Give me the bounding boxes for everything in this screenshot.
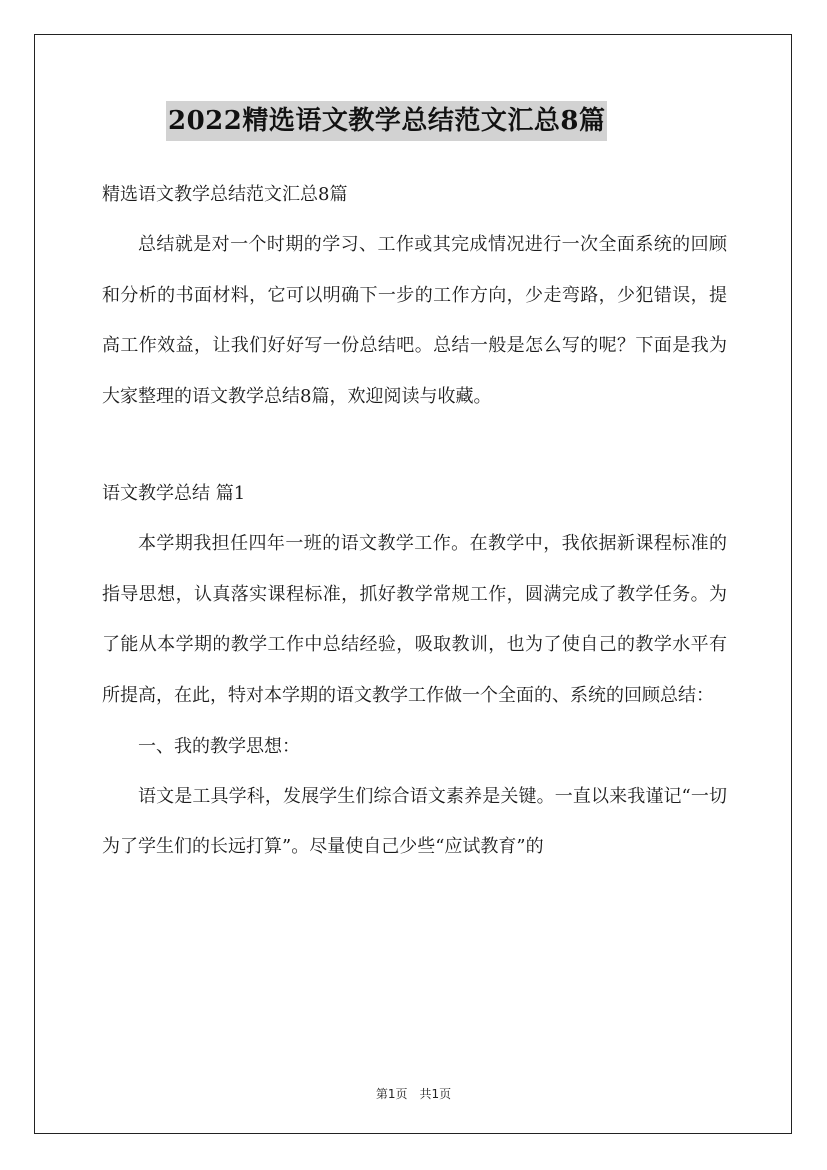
- page-footer: 第1页 共1页: [375, 1087, 452, 1101]
- section-paragraph-2: 语文是工具学科，发展学生们综合语文素养是关键。一直以来我谨记“一切为了学生们的长远打算”。尽量使自己少些“应试教育”的: [102, 785, 727, 858]
- document-title: 2022精选语文教学总结范文汇总8篇: [166, 101, 607, 141]
- document-body: [102, 170, 727, 873]
- section-paragraph-1: 本学期我担任四年一班的语文教学工作。在教学中，我依据新课程标准的指导思想，认真落实课程标准，抓好教学常规工作，圆满完成了教学任务。为了能从本学期的教学工作中总结经验，吸取教训，也为了使自己的教学水平有所提高，在此，特对本学期的语文教学工作做一个全面的、系统的回顾总结：: [102, 532, 727, 706]
- intro-paragraph: 总结就是对一个时期的学习、工作或其完成情况进行一次全面系统的回顾和分析的书面材料，它可以明确下一步的工作方向，少走弯路，少犯错误，提高工作效益，让我们好好写一份总结吧。总结一般是怎么写的呢？下面是我为大家整理的语文教学总结8篇，欢迎阅读与收藏。: [102, 234, 727, 408]
- subheading-teaching-thoughts: 一、我的教学思想：: [138, 735, 300, 757]
- document-subtitle: 精选语文教学总结范文汇总8篇: [102, 184, 348, 205]
- section-spacer: [102, 423, 727, 469]
- section-heading: 语文教学总结 篇1: [102, 482, 246, 504]
